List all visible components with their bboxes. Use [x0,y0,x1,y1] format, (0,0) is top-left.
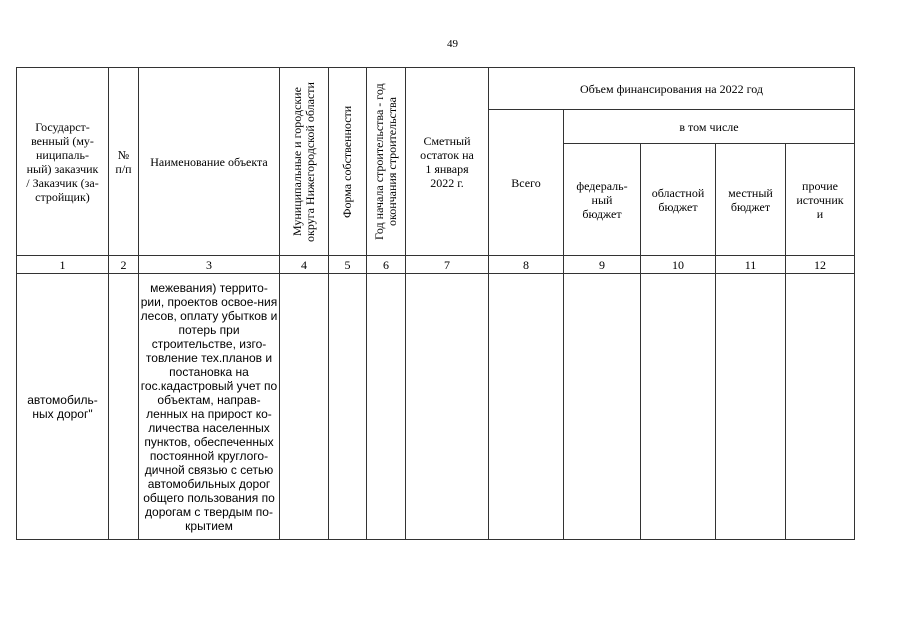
column-number: 5 [329,256,367,274]
page-number: 49 [447,38,458,50]
cell-local [716,274,786,540]
table-row [17,274,855,540]
column-number: 9 [564,256,641,274]
header-customer: Государст-венный (му-ниципаль-ный) заказчик / Заказчик (за-стройщик) [17,68,109,256]
header-regional: областной бюджет [641,144,716,256]
column-number: 1 [17,256,109,274]
header-financing: Объем финансирования на 2022 год [489,68,855,110]
header-object-name: Наименование объекта [139,68,280,256]
header-ownership: Форма собственности [329,68,367,256]
column-number: 11 [716,256,786,274]
cell-ownership [329,274,367,540]
column-number: 3 [139,256,280,274]
cell-years [367,274,406,540]
column-number: 10 [641,256,716,274]
cell-other [786,274,855,540]
header-federal: федераль-ный бюджет [564,144,641,256]
column-number: 7 [406,256,489,274]
cell-districts [280,274,329,540]
column-number: 6 [367,256,406,274]
header-local: местный бюджет [716,144,786,256]
column-number: 2 [109,256,139,274]
header-remainder: Сметный остаток на 1 января 2022 г. [406,68,489,256]
header-including: в том числе [564,110,855,144]
cell-remainder [406,274,489,540]
column-number: 4 [280,256,329,274]
header-other: прочие источник и [786,144,855,256]
column-number: 12 [786,256,855,274]
cell-regional [641,274,716,540]
column-number: 8 [489,256,564,274]
header-number: № п/п [109,68,139,256]
financing-table [16,67,855,540]
header-districts: Муниципальные и городские округа Нижегородской области [280,68,329,256]
cell-customer: автомобиль-ных дорог" [17,274,109,540]
header-years: Год начала строительства - год окончания строительства [367,68,406,256]
cell-number [109,274,139,540]
header-total: Всего [489,110,564,256]
cell-object-name: межевания) террито-рии, проектов освое-ния лесов, оплату убытков и потерь при строительстве, изго-товление тех.планов и постановка на гос.кадастровый учет по объектам, направ-ленных на прирост ко-личества населенных пунктов, обеспеченных постоянной круглого-дичной связью с сетью автомобильных дорог общего пользования по дорогам с твердым по-крытием [139,274,280,540]
cell-total [489,274,564,540]
cell-federal [564,274,641,540]
